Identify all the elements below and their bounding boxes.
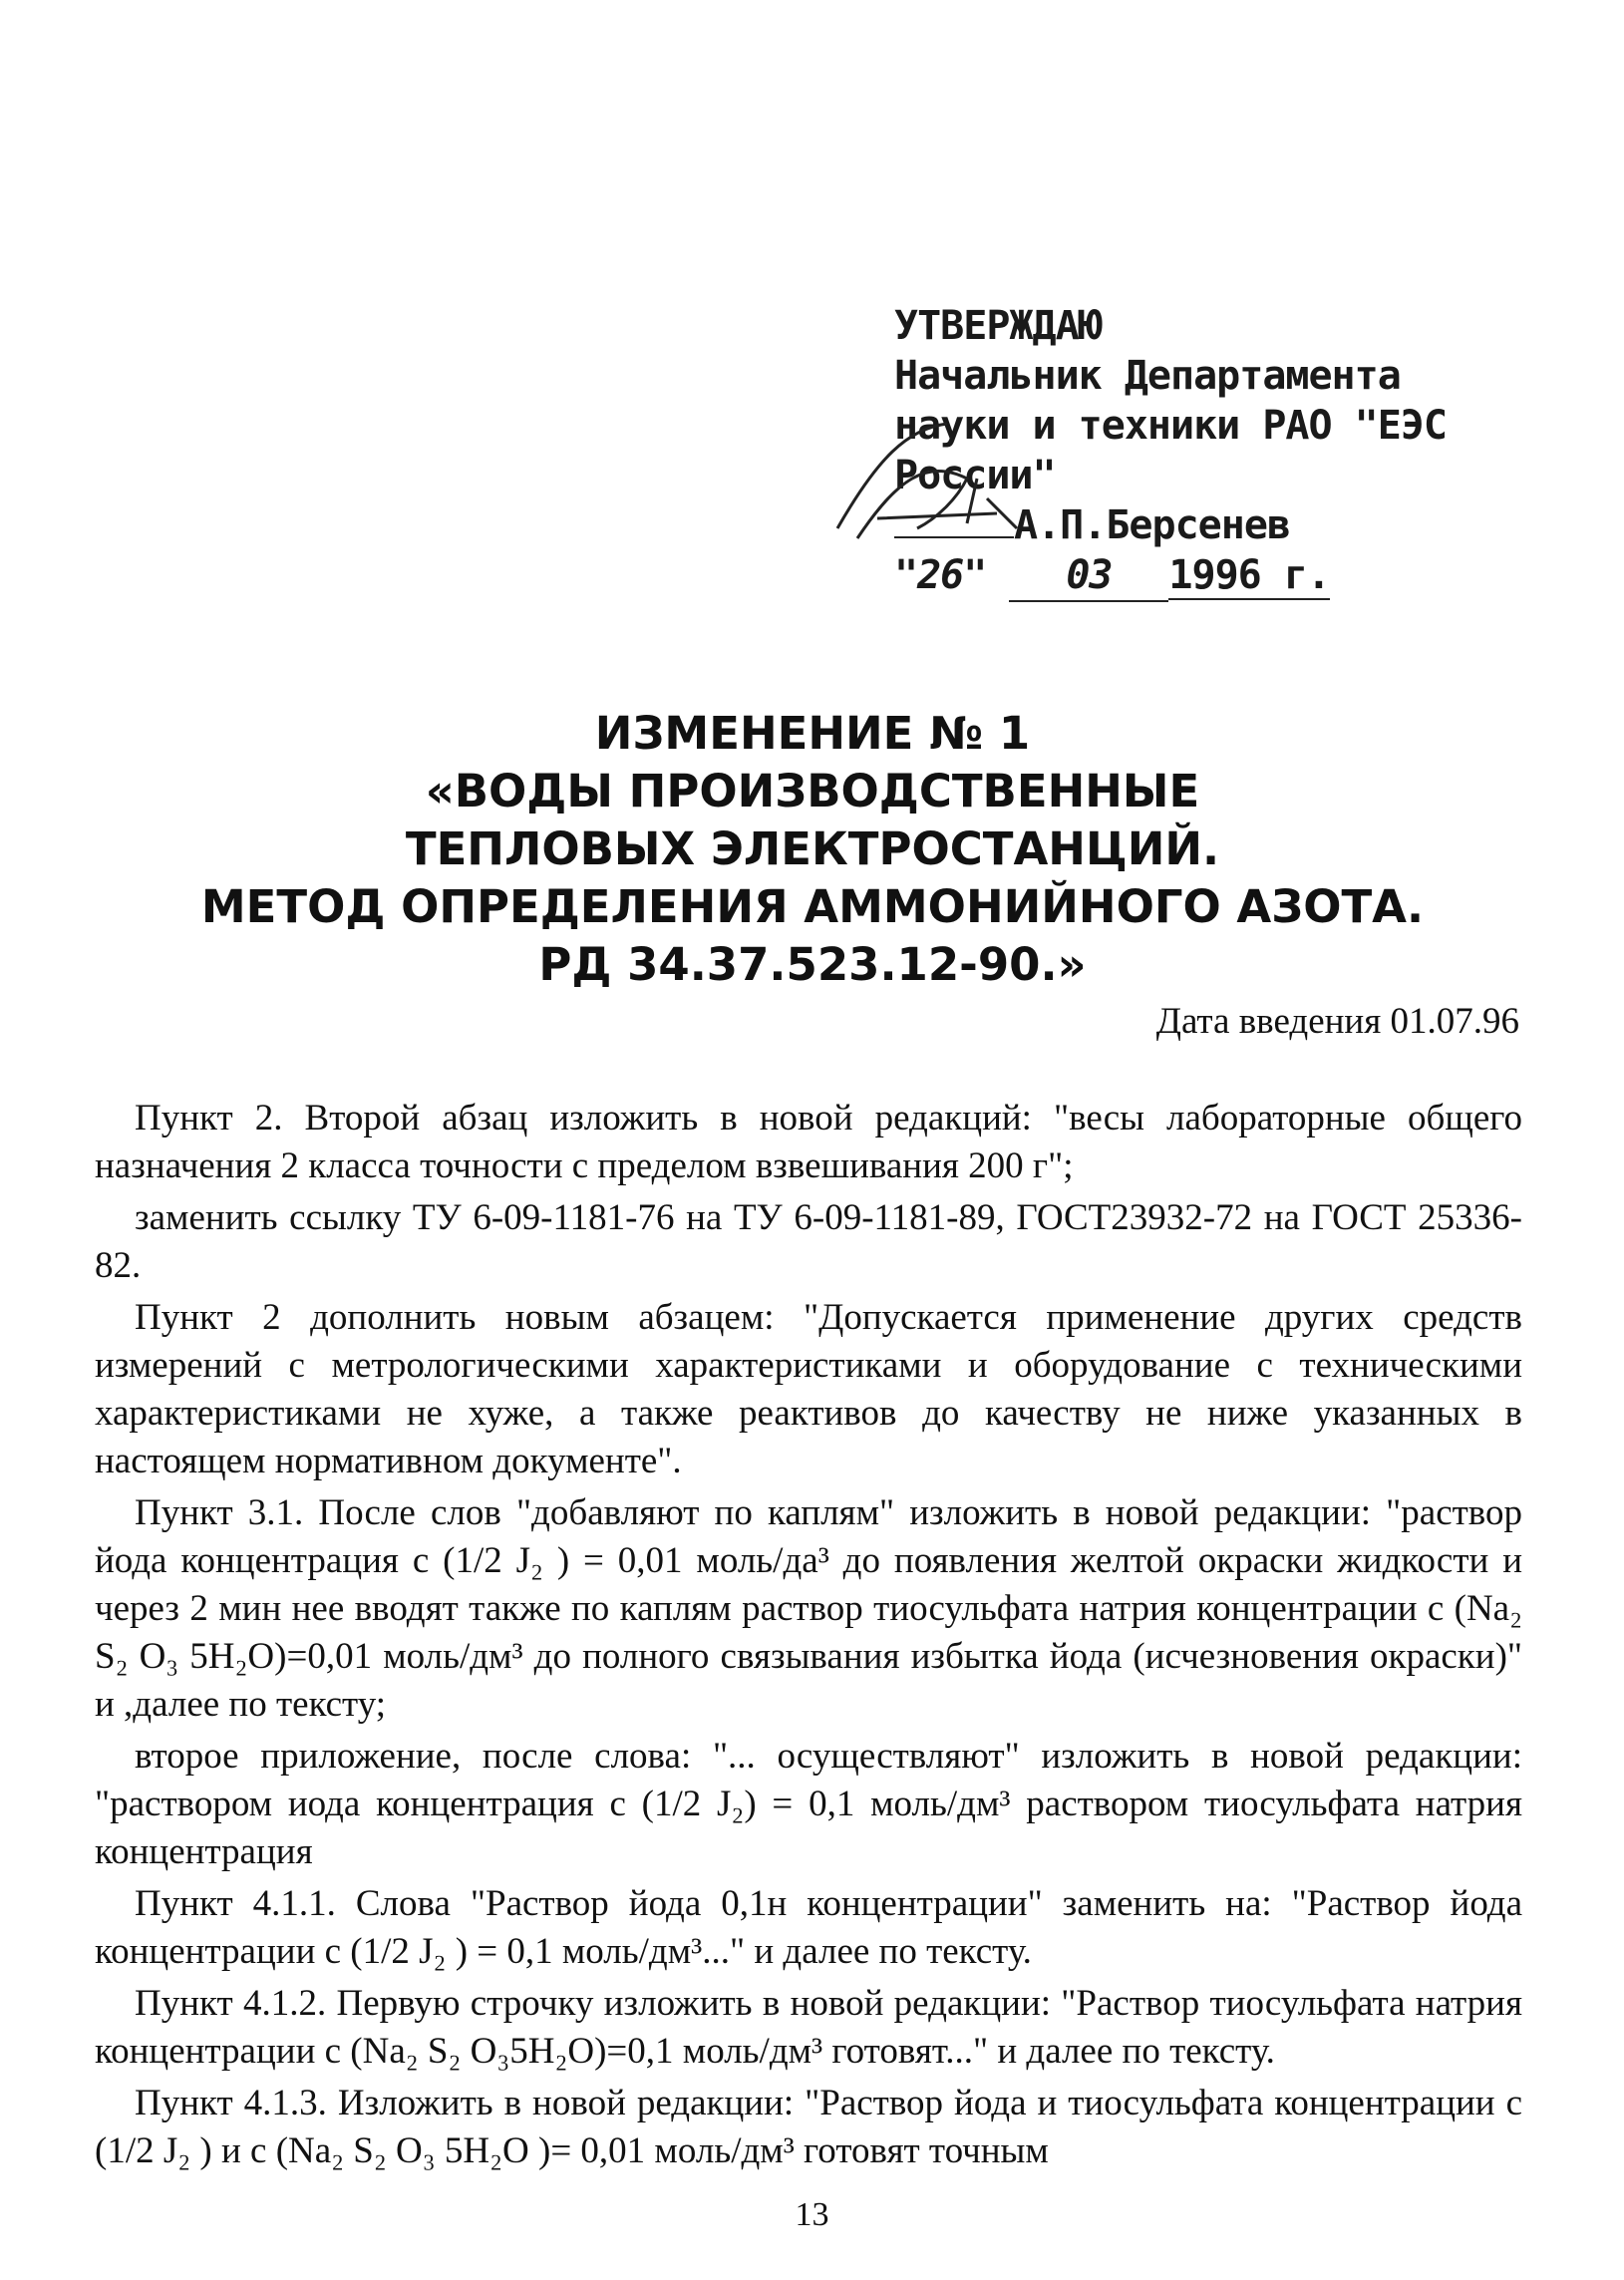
approval-date-month: 03 [1009,550,1168,602]
paragraph: Пункт 2. Второй абзац изложить в новой редакций: "весы лабораторные общего назначения 2 класса точности с пределом взвешивания 200 г"; [95,1098,1522,1186]
paragraph: Пункт 4.1.2. Первую строчку изложить в новой редакции: "Раствор тиосульфата натрия концентрации с (Na₂ S₂ O₃5H₂O)=0,1 моль/дм³ готовят..." и далее по тексту. [95,1983,1522,2072]
paragraph: Пункт 2 дополнить новым абзацем: "Допускается применение других средств измерений с метрологическими характеристиками и оборудование с техническими характеристиками не хуже, а также реактивов до качеству не ниже указанных в настоящем нормативном документе". [95,1297,1522,1481]
signatory-name: А.П.Берсенев [1014,502,1290,548]
approval-heading: УТВЕРЖДАЮ [894,303,1102,349]
document-title [199,705,1426,994]
paragraph: заменить ссылку ТУ 6-09-1181-76 на ТУ 6-09-1181-89, ГОСТ23932-72 на ГОСТ 25336-82. [95,1197,1522,1286]
title-line-3: ТЕПЛОВЫХ ЭЛЕКТРОСТАНЦИЙ. [405,822,1220,875]
approval-position-line3: России" [894,453,1056,498]
title-line-4: МЕТОД ОПРЕДЕЛЕНИЯ АММОНИЙНОГО АЗОТА. [200,880,1425,933]
approval-date-year: 1996 г. [1168,552,1330,598]
approval-date-day: "26" [894,552,987,598]
approval-position-line2: науки и техники РАО "ЕЭС [894,403,1447,449]
title-line-2: «ВОДЫ ПРОИЗВОДСТВЕННЫЕ [425,765,1200,817]
page-number: 13 [795,2196,829,2233]
paragraph: второе приложение, после слова: "... осуществляют" изложить в новой редакции: "раствором иода концентрация с (1/2 J₂) = 0,1 моль/дм³ раствором тиосульфата натрия концентрация [95,1736,1522,1872]
handwritten-signature [817,419,1077,558]
paragraph: Пункт 4.1.1. Слова "Раствор йода 0,1н концентрации" заменить на: "Раствор йода концентрации с (1/2 J₂ ) = 0,1 моль/дм³..." и далее по тексту. [95,1883,1522,1972]
introduction-date: Дата введения 01.07.96 [1155,1001,1519,1042]
title-line-5: РД 34.37.523.12-90.» [538,938,1087,991]
document-body [95,1095,1522,2179]
approval-position-line1: Начальник Департамента [894,353,1401,399]
paragraph: Пункт 3.1. После слов "добавляют по каплям" изложить в новой редакции: "раствор йода концентрация с (1/2 J₂ ) = 0,01 моль/да³ до появления желтой окраски жидкости и через 2 мин нее вводят также по каплям раствор тиосульфата натрия концентрации с (Na₂ S₂ O₃ 5H₂O)=0,01 моль/дм³ до полного связывания избытка йода (исчезновения окраски)" и ,далее по тексту; [95,1492,1522,1725]
paragraph: Пункт 4.1.3. Изложить в новой редакции: "Раствор йода и тиосульфата концентрации с (1/2 J₂ ) и с (Na₂ S₂ O₃ 5H₂O )= 0,01 моль/дм³ готовят точным [95,2083,1522,2171]
title-line-1: ИЗМЕНЕНИЕ № 1 [594,707,1031,760]
